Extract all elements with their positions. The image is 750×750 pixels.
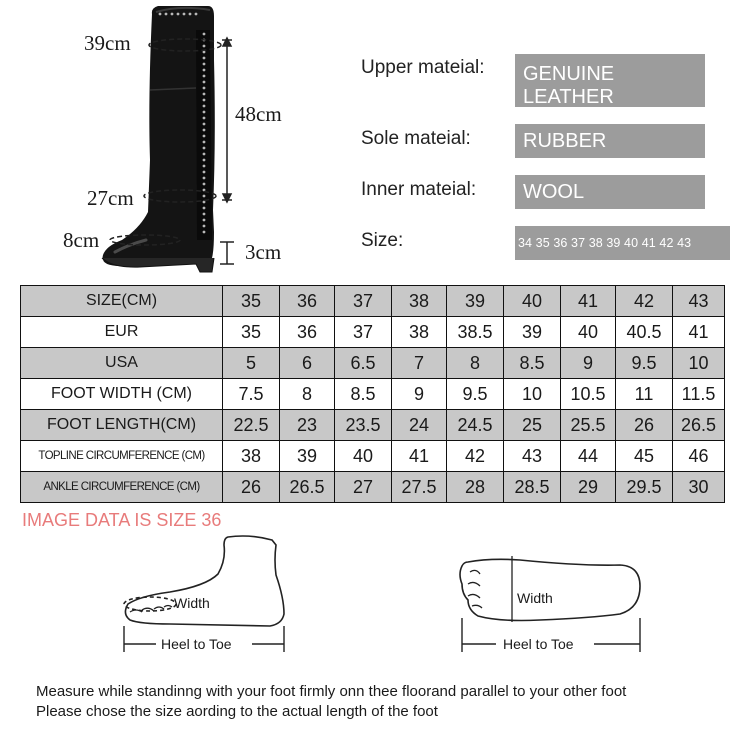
toe-height-label: 8cm bbox=[63, 228, 100, 252]
size-cell: 24 bbox=[392, 410, 447, 441]
size-cell: 42 bbox=[616, 286, 673, 317]
size-cell: 38 bbox=[392, 317, 447, 348]
boot-sole bbox=[102, 258, 214, 272]
size-cell: 27.5 bbox=[392, 472, 447, 503]
size-cell: 38 bbox=[223, 441, 280, 472]
size-cell: 9.5 bbox=[616, 348, 673, 379]
size-cell: 22.5 bbox=[223, 410, 280, 441]
size-cell: 38.5 bbox=[447, 317, 504, 348]
size-cell: 26.5 bbox=[673, 410, 725, 441]
size-row-header: FOOT WIDTH (CM) bbox=[21, 379, 223, 410]
size-row bbox=[21, 286, 725, 317]
size-cell: 8 bbox=[447, 348, 504, 379]
size-cell: 28.5 bbox=[504, 472, 561, 503]
size-cell: 45 bbox=[616, 441, 673, 472]
size-cell: 38 bbox=[392, 286, 447, 317]
stud bbox=[183, 13, 186, 16]
size-row-header: ANKLE CIRCUMFERENCE (CM) bbox=[21, 472, 223, 503]
size-cell: 6 bbox=[280, 348, 335, 379]
sole-material-value: RUBBER bbox=[515, 124, 705, 158]
size-range-value: 34 35 36 37 38 39 40 41 42 43 bbox=[515, 226, 730, 260]
stud bbox=[203, 123, 206, 126]
foot-side-view bbox=[124, 536, 284, 626]
foot-side-width-label: Width bbox=[174, 595, 210, 611]
size-cell: 10.5 bbox=[561, 379, 616, 410]
instruction-line-2: Please chose the size aording to the actual length of the foot bbox=[36, 703, 438, 720]
size-cell: 41 bbox=[392, 441, 447, 472]
stud bbox=[203, 177, 206, 180]
heel-height-indicator bbox=[220, 242, 234, 264]
stud bbox=[203, 183, 206, 186]
size-cell: 43 bbox=[504, 441, 561, 472]
inner-material-value: WOOL bbox=[515, 175, 705, 209]
stud bbox=[203, 213, 206, 216]
stud bbox=[171, 13, 174, 16]
shaft-height-indicator bbox=[222, 38, 232, 202]
foot-side-length-label: Heel to Toe bbox=[161, 636, 232, 652]
size-cell: 23.5 bbox=[335, 410, 392, 441]
stud bbox=[203, 93, 206, 96]
size-cell: 8 bbox=[280, 379, 335, 410]
size-cell: 8.5 bbox=[504, 348, 561, 379]
size-cell: 36 bbox=[280, 286, 335, 317]
size-cell: 41 bbox=[561, 286, 616, 317]
size-cell: 40 bbox=[561, 317, 616, 348]
size-cell: 37 bbox=[335, 286, 392, 317]
size-cell: 43 bbox=[673, 286, 725, 317]
stud bbox=[203, 171, 206, 174]
size-cell: 39 bbox=[280, 441, 335, 472]
stud bbox=[203, 141, 206, 144]
stud bbox=[203, 165, 206, 168]
size-cell: 5 bbox=[223, 348, 280, 379]
size-cell: 44 bbox=[561, 441, 616, 472]
size-cell: 23 bbox=[280, 410, 335, 441]
image-data-note: IMAGE DATA IS SIZE 36 bbox=[22, 510, 222, 530]
size-cell: 7 bbox=[392, 348, 447, 379]
stud bbox=[203, 69, 206, 72]
stud bbox=[203, 129, 206, 132]
size-cell: 26 bbox=[223, 472, 280, 503]
size-row-header: FOOT LENGTH(CM) bbox=[21, 410, 223, 441]
size-cell: 46 bbox=[673, 441, 725, 472]
size-cell: 27 bbox=[335, 472, 392, 503]
stud bbox=[203, 51, 206, 54]
top-circumference-label: 39cm bbox=[84, 31, 131, 55]
sole-material-label: Sole mateial: bbox=[361, 128, 471, 149]
size-row bbox=[21, 410, 725, 441]
size-cell: 35 bbox=[223, 317, 280, 348]
size-cell: 25 bbox=[504, 410, 561, 441]
size-row-header: TOPLINE CIRCUMFERENCE (CM) bbox=[21, 441, 223, 472]
size-cell: 9 bbox=[561, 348, 616, 379]
size-cell: 40 bbox=[335, 441, 392, 472]
size-cell: 42 bbox=[447, 441, 504, 472]
size-cell: 8.5 bbox=[335, 379, 392, 410]
stud bbox=[203, 57, 206, 60]
stud bbox=[203, 63, 206, 66]
stud bbox=[203, 207, 206, 210]
size-cell: 9.5 bbox=[447, 379, 504, 410]
stud bbox=[165, 13, 168, 16]
instruction-line-1: Measure while standinng with your foot firmly onn thee floorand parallel to your other foot bbox=[36, 683, 627, 700]
stud bbox=[203, 87, 206, 90]
size-cell: 29 bbox=[561, 472, 616, 503]
stud bbox=[203, 231, 206, 234]
inner-material-label: Inner mateial: bbox=[361, 179, 477, 200]
size-cell: 36 bbox=[280, 317, 335, 348]
size-cell: 30 bbox=[673, 472, 725, 503]
size-row bbox=[21, 379, 725, 410]
stud bbox=[203, 45, 206, 48]
stud bbox=[203, 75, 206, 78]
upper-material-value: GENUINE LEATHER bbox=[515, 54, 705, 107]
size-cell: 28 bbox=[447, 472, 504, 503]
size-cell: 9 bbox=[392, 379, 447, 410]
size-row-header: USA bbox=[21, 348, 223, 379]
size-cell: 40.5 bbox=[616, 317, 673, 348]
size-cell: 11 bbox=[616, 379, 673, 410]
foot-sole-width-label: Width bbox=[517, 590, 553, 606]
stud bbox=[203, 33, 206, 36]
size-cell: 40 bbox=[504, 286, 561, 317]
stud bbox=[203, 135, 206, 138]
size-cell: 11.5 bbox=[673, 379, 725, 410]
shaft-height-label: 48cm bbox=[235, 102, 282, 126]
size-row-header: SIZE(CM) bbox=[21, 286, 223, 317]
size-chart-table bbox=[20, 285, 725, 503]
size-cell: 25.5 bbox=[561, 410, 616, 441]
size-cell: 10 bbox=[673, 348, 725, 379]
size-row bbox=[21, 317, 725, 348]
stud bbox=[203, 117, 206, 120]
stud bbox=[203, 159, 206, 162]
stud bbox=[203, 111, 206, 114]
stud bbox=[203, 195, 206, 198]
size-cell: 6.5 bbox=[335, 348, 392, 379]
stud bbox=[203, 81, 206, 84]
upper-material-label: Upper mateial: bbox=[361, 57, 485, 78]
ankle-circumference-label: 27cm bbox=[87, 186, 134, 210]
stud bbox=[203, 99, 206, 102]
stud bbox=[195, 13, 198, 16]
size-cell: 24.5 bbox=[447, 410, 504, 441]
stud bbox=[159, 13, 162, 16]
stud bbox=[203, 105, 206, 108]
size-row bbox=[21, 348, 725, 379]
size-row-header: EUR bbox=[21, 317, 223, 348]
size-cell: 37 bbox=[335, 317, 392, 348]
heel-height-label: 3cm bbox=[245, 240, 282, 264]
stud bbox=[203, 219, 206, 222]
size-cell: 41 bbox=[673, 317, 725, 348]
stud bbox=[177, 13, 180, 16]
size-row bbox=[21, 472, 725, 503]
size-cell: 39 bbox=[504, 317, 561, 348]
stud bbox=[203, 225, 206, 228]
size-cell: 26 bbox=[616, 410, 673, 441]
stud bbox=[203, 147, 206, 150]
foot-sole-view bbox=[460, 556, 640, 622]
stud bbox=[189, 13, 192, 16]
size-cell: 10 bbox=[504, 379, 561, 410]
size-cell: 35 bbox=[223, 286, 280, 317]
size-label: Size: bbox=[361, 230, 404, 251]
size-cell: 39 bbox=[447, 286, 504, 317]
size-cell: 7.5 bbox=[223, 379, 280, 410]
stud bbox=[203, 153, 206, 156]
size-cell: 29.5 bbox=[616, 472, 673, 503]
size-row bbox=[21, 441, 725, 472]
foot-sole-length-label: Heel to Toe bbox=[503, 636, 574, 652]
size-cell: 26.5 bbox=[280, 472, 335, 503]
